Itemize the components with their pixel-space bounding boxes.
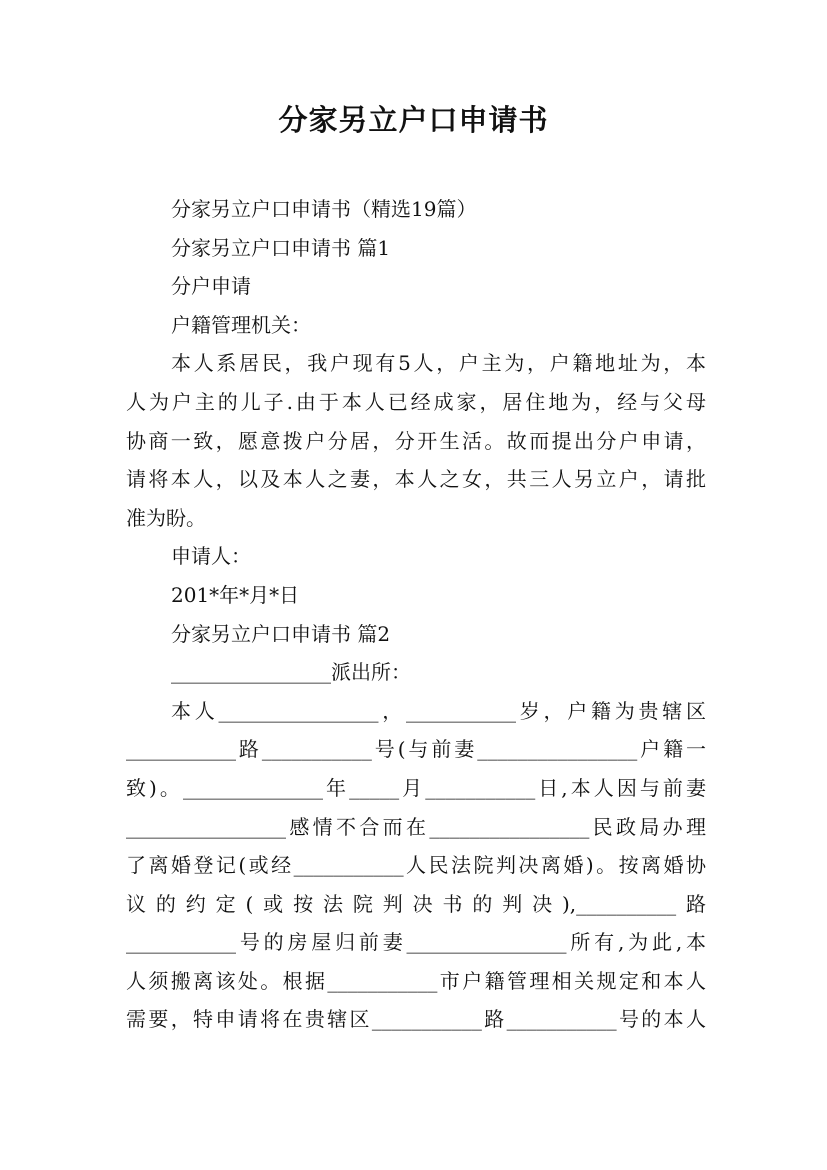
paragraph-line: 本人________________，___________岁，户籍为贵辖区 [171,698,706,723]
section-heading-2: 分家另立户口申请书 篇2 [171,621,391,646]
paragraph-line: 准为盼。 [126,505,206,530]
document-body [126,190,706,1039]
text-line: 户籍管理机关： [171,312,311,337]
section-heading-1: 分家另立户口申请书 篇1 [171,235,391,260]
text-line: 分户申请 [171,274,251,299]
paragraph-line: 致)。______________年_____月___________日,本人因与前妻 [126,775,706,800]
doc-heading-line: 分家另立户口申请书（精选19篇） [171,197,477,221]
paragraph-line: 协商一致，愿意拨户分居，分开生活。故而提出分户申请， [126,428,706,453]
date-line: 201*年*月*日 [171,582,300,607]
paragraph-line: 本人系居民，我户现有5人，户主为，户籍地址为，本 [171,351,706,376]
addressee-line: ________________派出所： [171,660,411,685]
paragraph-line: ___________路___________号(与前妻________________户籍一 [126,737,706,762]
paragraph-line: 议的约定(或按法院判决书的判决),__________路 [126,891,706,916]
applicant-label: 申请人： [171,544,251,569]
paragraph-line: ________________感情不合而在________________民政局办理 [126,814,706,839]
paragraph-line: 人须搬离该处。根据___________市户籍管理相关规定和本人 [126,968,706,993]
paragraph-line: ___________号的房屋归前妻________________所有,为此,本 [126,930,706,955]
paragraph-line: 需要，特申请将在贵辖区___________路___________号的本人 [126,1007,706,1032]
paragraph-line: 了离婚登记(或经___________人民法院判决离婚)。按离婚协 [126,853,706,878]
document-title: 分家另立户口申请书 [278,103,549,137]
paragraph-line: 请将本人，以及本人之妻，本人之女，共三人另立户，请批 [126,467,706,492]
paragraph-line: 人为户主的儿子.由于本人已经成家，居住地为，经与父母 [126,389,706,414]
